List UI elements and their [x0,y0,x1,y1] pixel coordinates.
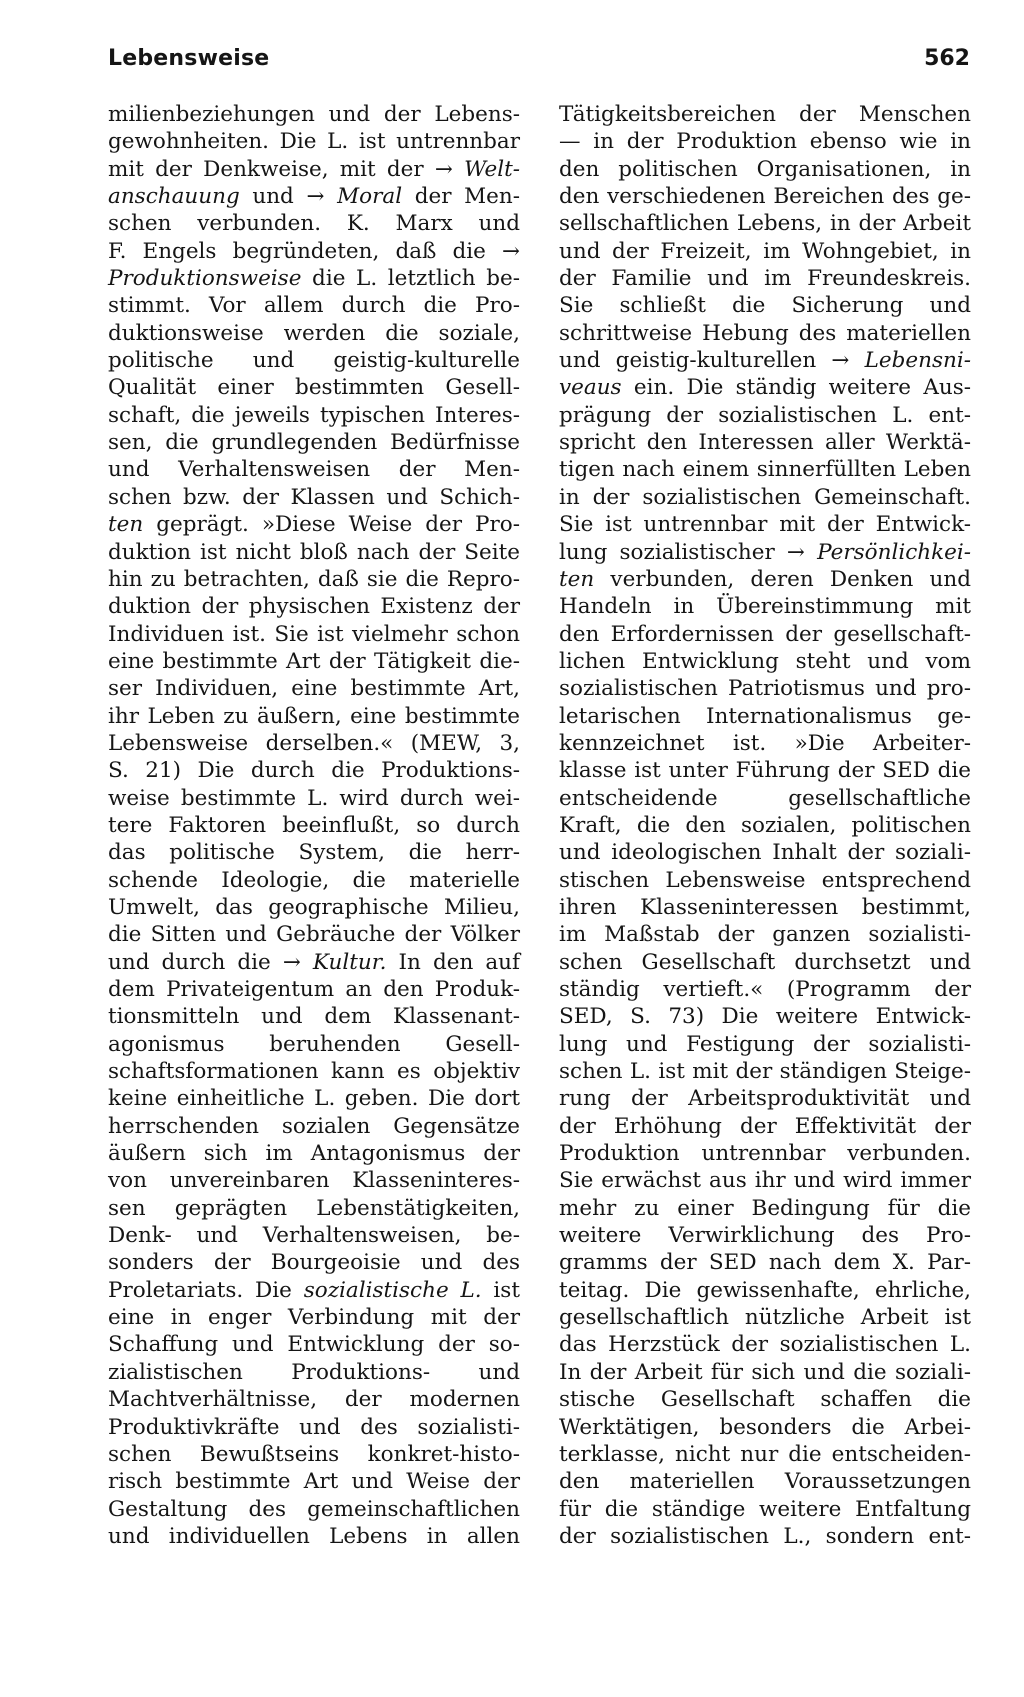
text-line: ihren Klasseninteressen bestimmt, [559,894,971,920]
text-line: Produktionsweise die L. letztlich be- [108,266,520,292]
text-line: und individuellen Lebens in allen [108,1523,520,1549]
text-line: mit der Denkweise, mit der → Welt- [108,156,520,182]
text-line: lichen Entwicklung steht und vom [559,648,971,674]
text-line: — in der Produktion ebenso wie in [559,129,971,155]
text-line: und durch die → Kultur. In den auf [108,949,520,975]
text-line: sonders der Bourgeoisie und des [108,1250,520,1276]
left-column [108,101,520,1550]
text-line: und Verhaltensweisen der Men- [108,457,520,483]
text-line: Produktivkräfte und des sozialisti- [108,1414,520,1440]
text-line: zialistischen Produktions- und [108,1359,520,1385]
text-line: schen bzw. der Klassen und Schich- [108,484,520,510]
text-line: Gestaltung des gemeinschaftlichen [108,1496,520,1522]
text-line: sellschaftlichen Lebens, in der Arbeit [559,211,971,237]
text-line: lung und Festigung der sozialisti- [559,1031,971,1057]
text-line: und der Freizeit, im Wohngebiet, in [559,238,971,264]
text-line: tigen nach einem sinnerfüllten Leben [559,457,971,483]
text-line: Werktätigen, besonders die Arbei- [559,1414,971,1440]
text-line: Handeln in Übereinstimmung mit [559,594,971,620]
text-line: ten verbunden, deren Denken und [559,566,971,592]
text-line: Umwelt, das geographische Milieu, [108,894,520,920]
text-line: gramms der SED nach dem X. Par- [559,1250,971,1276]
text-line: hin zu betrachten, daß sie die Repro- [108,566,520,592]
text-line: stische Gesellschaft schaffen die [559,1387,971,1413]
page-number: 562 [924,46,970,71]
text-line: In der Arbeit für sich und die soziali- [559,1359,971,1385]
text-line: sozialistischen Patriotismus und pro- [559,676,971,702]
text-line: sen, die grundlegenden Bedürfnisse [108,430,520,456]
text-line: Qualität einer bestimmten Gesell- [108,375,520,401]
text-line: duktionsweise werden die soziale, [108,320,520,346]
text-line: Sie erwächst aus ihr und wird immer [559,1168,971,1194]
text-line: schende Ideologie, die materielle [108,867,520,893]
text-line: veaus ein. Die ständig weitere Aus- [559,375,971,401]
text-line: schaftsformationen kann es objektiv [108,1059,520,1085]
text-line: spricht den Interessen aller Werktä- [559,430,971,456]
text-line: agonismus beruhenden Gesell- [108,1031,520,1057]
text-line: risch bestimmte Art und Weise der [108,1469,520,1495]
text-line: tionsmitteln und dem Klassenant- [108,1004,520,1030]
text-line: der Erhöhung der Effektivität der [559,1113,971,1139]
running-head [108,46,970,86]
text-line: politische und geistig-kulturelle [108,348,520,374]
text-line: ihr Leben zu äußern, eine bestimmte [108,703,520,729]
text-line: von unvereinbaren Klasseninteres- [108,1168,520,1194]
text-line: teitag. Die gewissenhafte, ehrliche, [559,1277,971,1303]
text-line: den verschiedenen Bereichen des ge- [559,184,971,210]
text-line: duktion ist nicht bloß nach der Seite [108,539,520,565]
text-line: Proletariats. Die sozialistische L. ist [108,1277,520,1303]
text-line: Machtverhältnisse, der modernen [108,1387,520,1413]
text-line: lung sozialistischer → Persönlichkei- [559,539,971,565]
text-line: F. Engels begründeten, daß die → [108,238,520,264]
text-line: klasse ist unter Führung der SED die [559,758,971,784]
text-line: terklasse, nicht nur die entscheiden- [559,1441,971,1467]
text-line: Individuen ist. Sie ist vielmehr schon [108,621,520,647]
text-line: den Erfordernissen der gesellschaft- [559,621,971,647]
text-line: ständig vertieft.« (Programm der [559,977,971,1002]
text-line: schen verbunden. K. Marx und [108,211,520,237]
text-line: ten geprägt. »Diese Weise der Pro- [108,512,520,538]
text-line: das politische System, die herr- [108,840,520,866]
text-line: und geistig-kulturellen → Lebensni- [559,348,971,374]
text-line: rung der Arbeitsproduktivität und [559,1086,971,1112]
text-line: stischen Lebensweise entsprechend [559,867,971,893]
text-line: entscheidende gesellschaftliche [559,785,971,811]
text-line: milienbeziehungen und der Lebens- [108,102,520,127]
text-line: Sie ist untrennbar mit der Entwick- [559,512,971,538]
text-line: eine bestimmte Art der Tätigkeit die- [108,648,520,674]
text-line: schrittweise Hebung des materiellen [559,320,971,346]
text-line: in der sozialistischen Gemeinschaft. [559,484,971,510]
text-line: äußern sich im Antagonismus der [108,1141,520,1167]
text-line: letarischen Internationalismus ge- [559,703,971,729]
right-column [559,101,971,1550]
text-line: für die ständige weitere Entfaltung [559,1496,971,1522]
text-line: weitere Verwirklichung des Pro- [559,1223,971,1249]
text-line: SED, S. 73) Die weitere Entwick- [559,1004,971,1030]
text-line: weise bestimmte L. wird durch wei- [108,785,520,811]
text-line: mehr zu einer Bedingung für die [559,1195,971,1221]
text-line: Schaffung und Entwicklung der so- [108,1332,520,1358]
text-line: den politischen Organisationen, in [559,156,971,182]
text-line: ser Individuen, eine bestimmte Art, [108,676,520,702]
text-line: schen Gesellschaft durchsetzt und [559,949,971,975]
text-line: tere Faktoren beeinflußt, so durch [108,812,520,838]
text-line: das Herzstück der sozialistischen L. [559,1332,971,1358]
text-line: S. 21) Die durch die Produktions- [108,758,520,784]
text-line: im Maßstab der ganzen sozialisti- [559,922,971,948]
text-line: und ideologischen Inhalt der soziali- [559,840,971,866]
text-line: die Sitten und Gebräuche der Völker [108,922,520,948]
text-line: schaft, die jeweils typischen Interes- [108,402,520,428]
text-line: der Familie und im Freundeskreis. [559,266,971,292]
text-line: keine einheitliche L. geben. Die dort [108,1086,520,1112]
text-line: Lebensweise derselben.« (MEW, 3, [108,730,520,756]
text-line: schen Bewußtseins konkret-histo- [108,1441,520,1467]
text-line: eine in enger Verbindung mit der [108,1305,520,1331]
text-line: schen L. ist mit der ständigen Steige- [559,1059,971,1085]
text-line: kennzeichnet ist. »Die Arbeiter- [559,730,971,756]
text-line: duktion der physischen Existenz der [108,594,520,620]
text-line: gesellschaftlich nützliche Arbeit ist [559,1305,971,1331]
text-line: prägung der sozialistischen L. ent- [559,402,971,428]
entry-heading: Lebensweise [108,46,270,71]
text-line: Denk- und Verhaltensweisen, be- [108,1223,520,1249]
text-line: dem Privateigentum an den Produk- [108,977,520,1002]
text-line: Produktion untrennbar verbunden. [559,1141,971,1167]
text-line: Tätigkeitsbereichen der Menschen [559,102,971,127]
text-line: Kraft, die den sozialen, politischen [559,812,971,838]
text-line: anschauung und → Moral der Men- [108,184,520,210]
text-line: Sie schließt die Sicherung und [559,293,971,319]
text-line: herrschenden sozialen Gegensätze [108,1113,520,1139]
text-line: stimmt. Vor allem durch die Pro- [108,293,520,319]
text-line: der sozialistischen L., sondern ent- [559,1523,971,1549]
text-line: sen geprägten Lebenstätigkeiten, [108,1195,520,1221]
text-line: den materiellen Voraussetzungen [559,1469,971,1495]
text-line: gewohnheiten. Die L. ist untrennbar [108,129,520,155]
